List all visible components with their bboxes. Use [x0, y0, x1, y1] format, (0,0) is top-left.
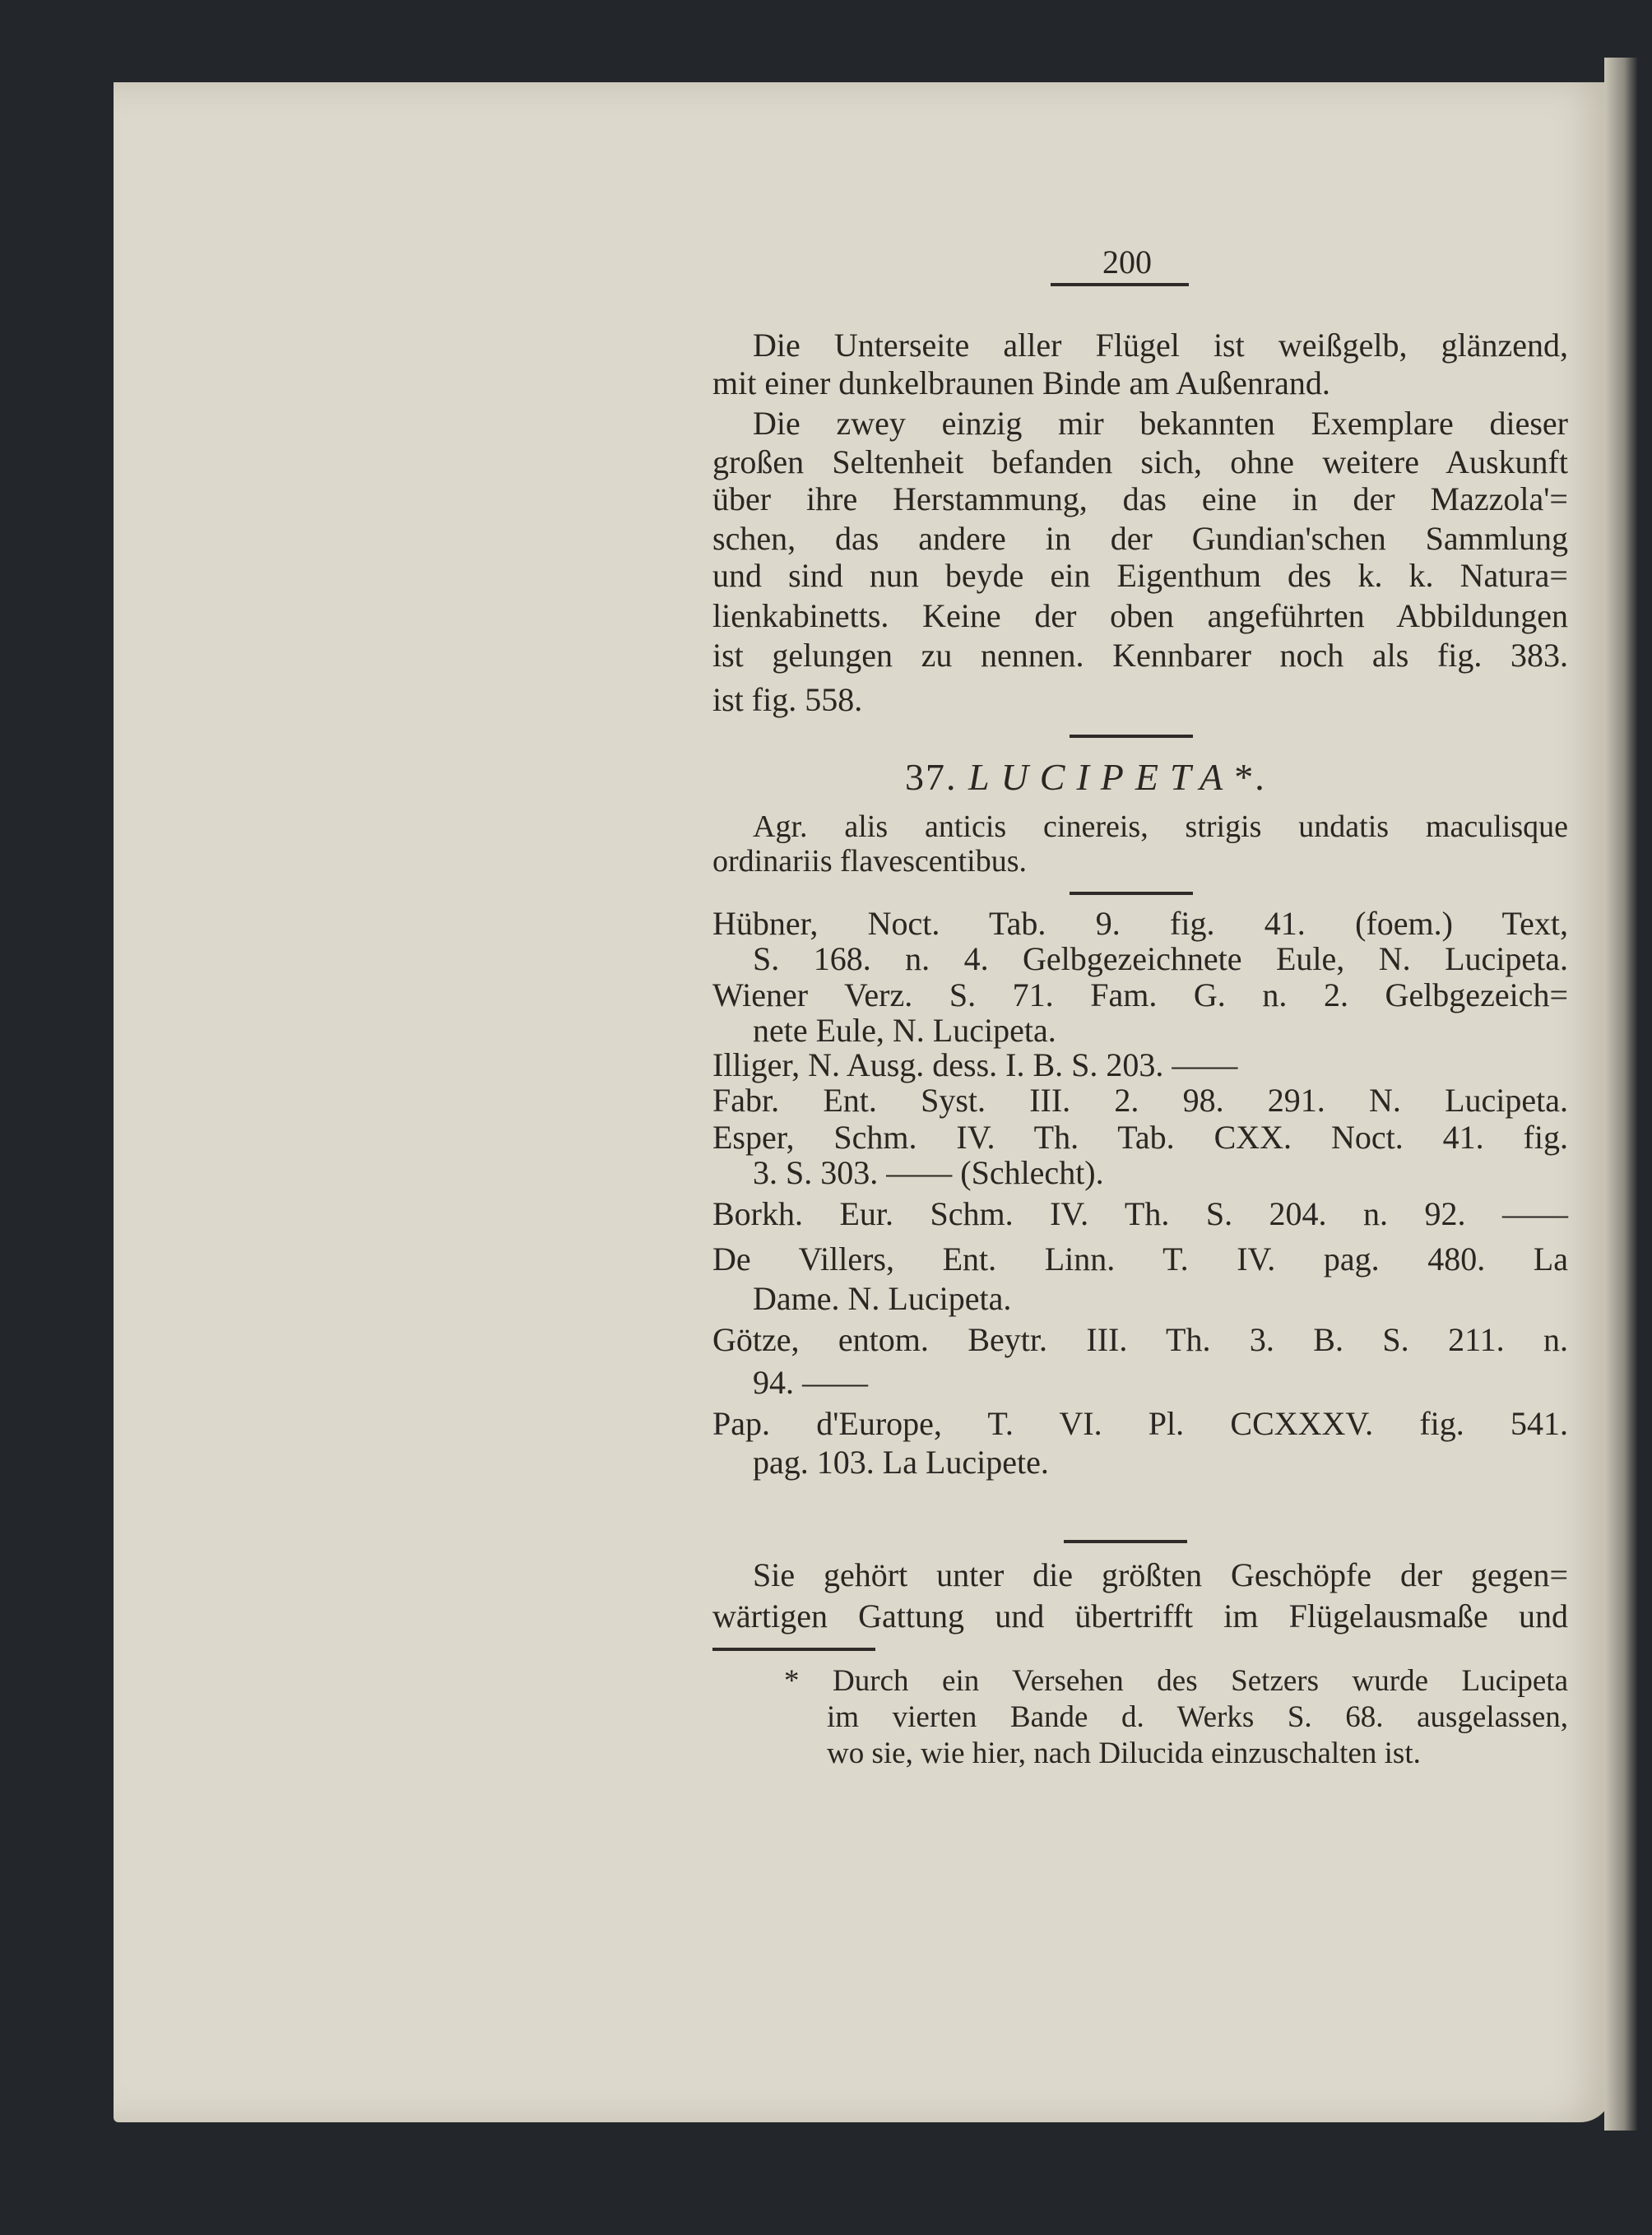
footnote-divider	[712, 1648, 875, 1651]
page-edge	[1604, 58, 1637, 2131]
divider	[1070, 735, 1193, 738]
species-title: LUCIPETA	[968, 756, 1235, 798]
divider	[1070, 892, 1193, 895]
reference-line: Wiener Verz. S. 71. Fam. G. n. 2. Gelbgezeich=	[712, 976, 1568, 1013]
reference-line: Dame. N. Lucipeta.	[753, 1280, 1012, 1317]
text-line: schen, das andere in der Gundian'schen Sammlung	[712, 520, 1568, 557]
footnote-line: im vierten Bande d. Werks S. 68. ausgelassen,	[827, 1700, 1568, 1734]
reference-line: Fabr. Ent. Syst. III. 2. 98. 291. N. Lucipeta.	[712, 1082, 1568, 1119]
reference-line: 94. ——	[753, 1364, 868, 1401]
reference-line: S. 168. n. 4. Gelbgezeichnete Eule, N. Lucipeta.	[753, 940, 1568, 977]
footnote-line: wo sie, wie hier, nach Dilucida einzuschalten ist.	[827, 1737, 1421, 1770]
reference-line: nete Eule, N. Lucipeta.	[753, 1012, 1056, 1049]
reference-line: Götze, entom. Beytr. III. Th. 3. B. S. 211. n.	[712, 1321, 1568, 1358]
reference-line: Pap. d'Europe, T. VI. Pl. CCXXXV. fig. 541.	[712, 1405, 1568, 1442]
diagnosis-line: ordinariis flavescentibus.	[712, 844, 1028, 879]
footnote-mark: *.	[1234, 756, 1266, 798]
reference-line: De Villers, Ent. Linn. T. IV. pag. 480. La	[712, 1240, 1568, 1277]
reference-line: Esper, Schm. IV. Th. Tab. CXX. Noct. 41. fig.	[712, 1119, 1568, 1156]
text-line: über ihre Herstammung, das eine in der Mazzola'=	[712, 480, 1568, 517]
diagnosis-line: Agr. alis anticis cinereis, strigis undatis maculisque	[753, 809, 1568, 844]
text-line: Die zwey einzig mir bekannten Exemplare dieser	[753, 405, 1568, 442]
text-line: Sie gehört unter die größten Geschöpfe der gegen=	[753, 1556, 1568, 1593]
reference-line: Borkh. Eur. Schm. IV. Th. S. 204. n. 92. ——	[712, 1195, 1568, 1232]
divider	[1064, 1540, 1187, 1543]
text-line: und sind nun beyde ein Eigenthum des k. k. Natura=	[712, 557, 1568, 594]
text-line: Die Unterseite aller Flügel ist weißgelb, glänzend,	[753, 327, 1568, 364]
footnote-line: * Durch ein Versehen des Setzers wurde Lucipeta	[784, 1664, 1568, 1698]
text-line: ist fig. 558.	[712, 681, 863, 718]
divider	[1051, 283, 1189, 286]
text-line: wärtigen Gattung und übertrifft im Flügelausmaße und	[712, 1597, 1568, 1635]
species-number: 37.	[905, 756, 958, 798]
reference-line: Illiger, N. Ausg. dess. I. B. S. 203. ——	[712, 1046, 1238, 1083]
text-line: ist gelungen zu nennen. Kennbarer noch als fig. 383.	[712, 637, 1568, 674]
species-heading	[905, 755, 1266, 799]
reference-line: Hübner, Noct. Tab. 9. fig. 41. (foem.) Text,	[712, 905, 1568, 942]
reference-line: 3. S. 303. —— (Schlecht).	[753, 1154, 1104, 1191]
text-line: lienkabinetts. Keine der oben angeführten Abbildungen	[712, 597, 1568, 634]
reference-line: pag. 103. La Lucipete.	[753, 1444, 1049, 1481]
text-line: mit einer dunkelbraunen Binde am Außenrand.	[712, 364, 1330, 401]
page-number: 200	[1102, 243, 1152, 281]
text-line: großen Seltenheit befanden sich, ohne weitere Auskunft	[712, 443, 1568, 480]
